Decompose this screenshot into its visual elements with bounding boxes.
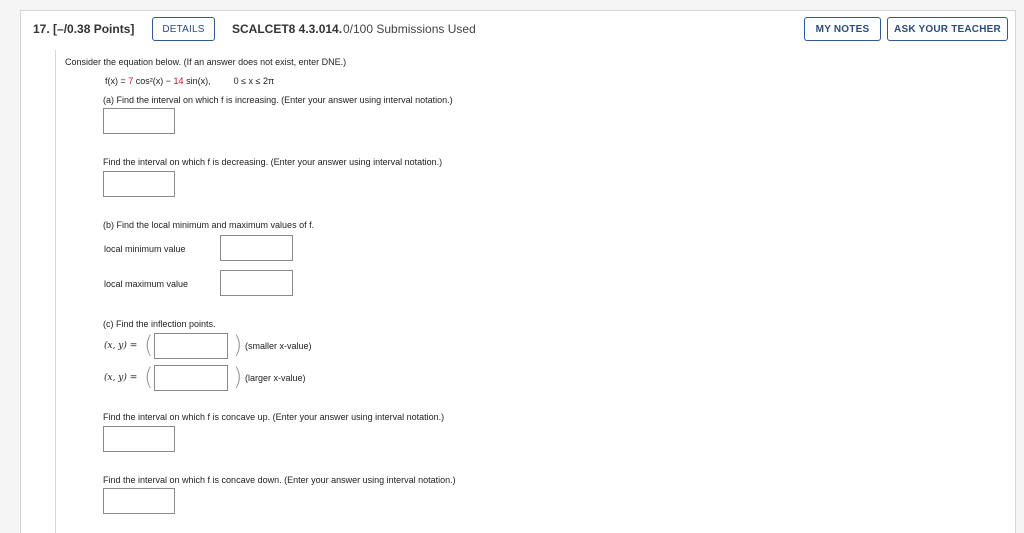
equation-coef-2: 14 bbox=[173, 76, 184, 86]
question-header bbox=[20, 10, 1016, 50]
open-paren-larger: ( bbox=[144, 363, 154, 391]
close-paren-larger: ) bbox=[233, 363, 243, 391]
local-max-label: local maximum value bbox=[104, 279, 189, 289]
open-paren-smaller: ( bbox=[144, 331, 154, 359]
local-min-input[interactable] bbox=[220, 235, 293, 261]
equation-term-2: sin(x), bbox=[183, 76, 211, 86]
concave-down-input[interactable] bbox=[103, 488, 175, 514]
equation-domain: 0 ≤ x ≤ 2π bbox=[233, 76, 275, 86]
close-paren-smaller: ) bbox=[233, 331, 243, 359]
xy-label-larger: (x, y) = bbox=[104, 373, 138, 383]
decreasing-interval-input[interactable] bbox=[103, 171, 175, 197]
smaller-x-note: (smaller x-value) bbox=[245, 341, 312, 351]
xy-label-smaller: (x, y) = bbox=[104, 341, 138, 351]
inflection-larger-input[interactable] bbox=[154, 365, 228, 391]
submissions-used: 0/100 Submissions Used bbox=[343, 22, 476, 36]
equation-term-1: cos²(x) − bbox=[133, 76, 174, 86]
part-a-increasing-prompt: (a) Find the interval on which f is increasing. (Enter your answer using interval notation.) bbox=[103, 95, 453, 105]
concave-up-prompt: Find the interval on which f is concave up. (Enter your answer using interval notation.) bbox=[103, 412, 445, 422]
intro-text: Consider the equation below. (If an answer does not exist, enter DNE.) bbox=[65, 57, 347, 67]
question-number-text: 17. bbox=[33, 22, 50, 36]
question-content bbox=[55, 50, 1016, 533]
points-text: [–/0.38 Points] bbox=[53, 22, 135, 36]
concave-up-input[interactable] bbox=[103, 426, 175, 452]
concave-down-prompt: Find the interval on which f is concave down. (Enter your answer using interval notation.) bbox=[103, 475, 456, 485]
part-a-decreasing-prompt: Find the interval on which f is decreasing. (Enter your answer using interval notation.) bbox=[103, 157, 443, 167]
larger-x-note: (larger x-value) bbox=[245, 373, 306, 383]
local-min-label: local minimum value bbox=[104, 244, 186, 254]
details-button[interactable]: DETAILS bbox=[152, 17, 215, 41]
assignment-code: SCALCET8 4.3.014. bbox=[232, 22, 343, 36]
equation-coef-1: 7 bbox=[128, 76, 134, 86]
equation-lhs: f(x) = bbox=[105, 76, 129, 86]
part-b-prompt: (b) Find the local minimum and maximum values of f. bbox=[103, 220, 315, 230]
my-notes-button[interactable]: MY NOTES bbox=[804, 17, 881, 41]
equation bbox=[105, 76, 274, 86]
inflection-smaller-input[interactable] bbox=[154, 333, 228, 359]
part-c-prompt: (c) Find the inflection points. bbox=[103, 319, 216, 329]
increasing-interval-input[interactable] bbox=[103, 108, 175, 134]
local-max-input[interactable] bbox=[220, 270, 293, 296]
ask-teacher-button[interactable]: ASK YOUR TEACHER bbox=[887, 17, 1008, 41]
question-number bbox=[33, 22, 134, 36]
